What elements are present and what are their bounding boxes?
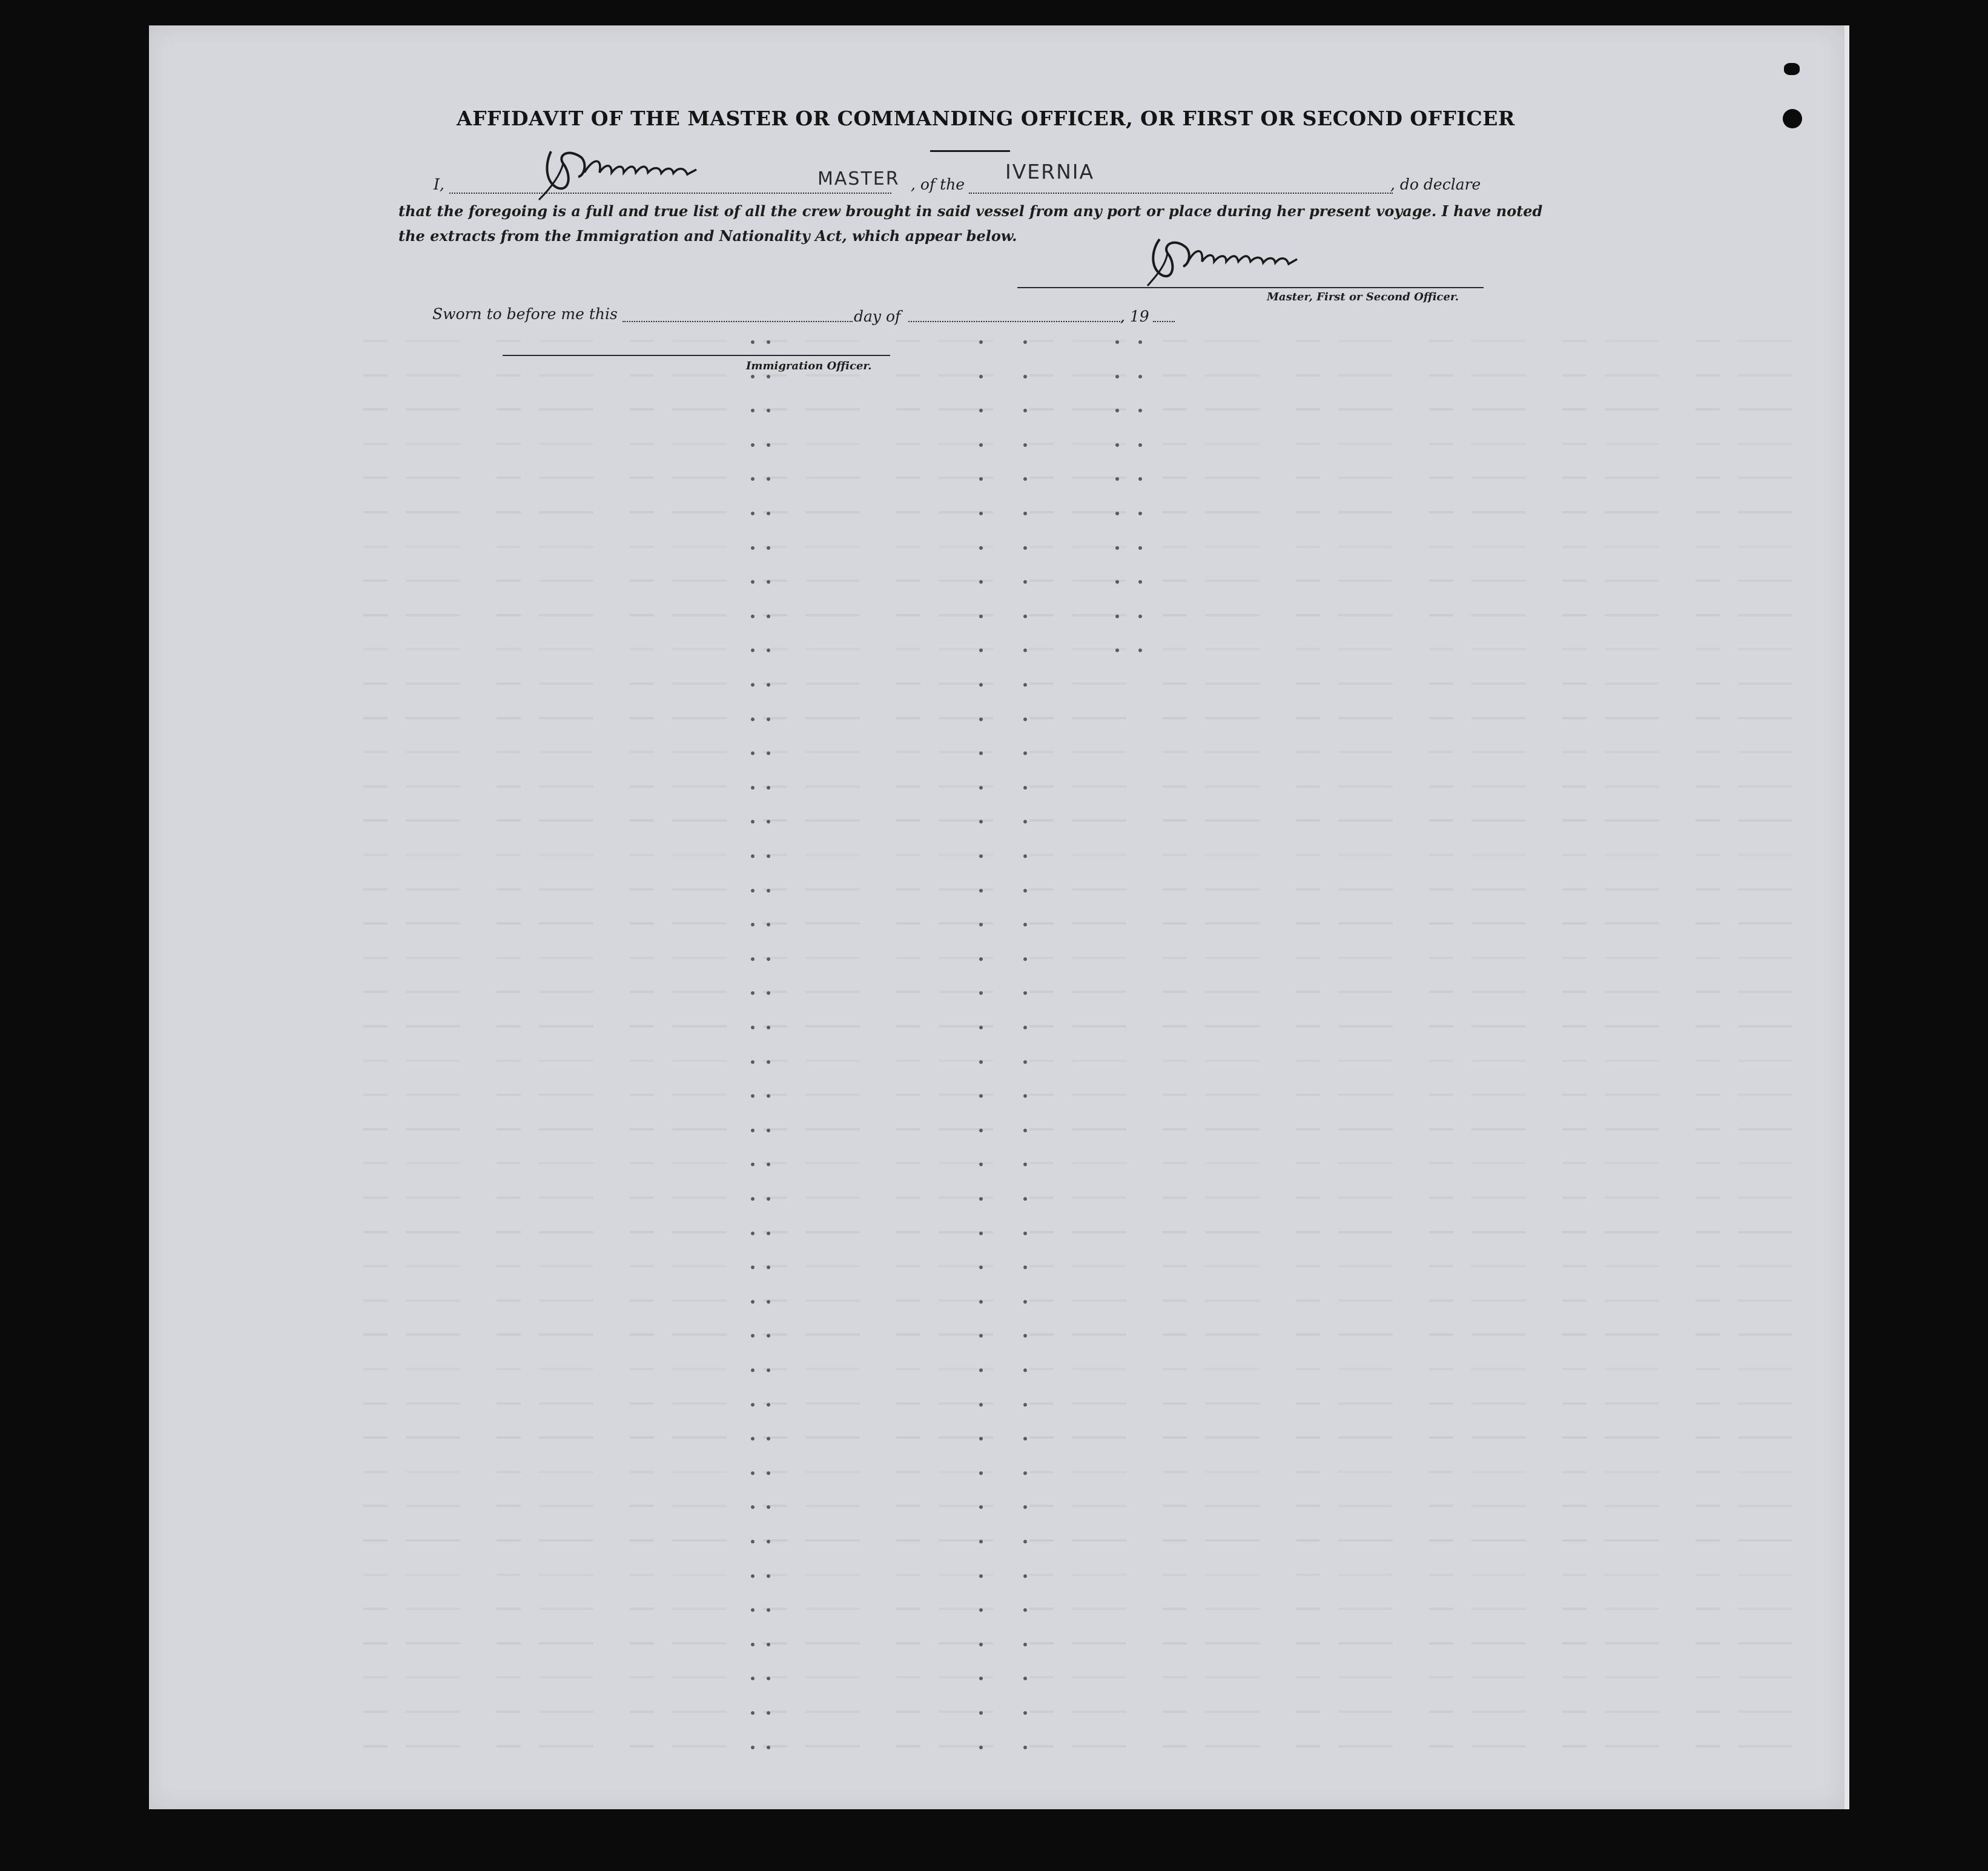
bleed-row — [363, 744, 1817, 760]
column-dot — [979, 683, 983, 687]
column-dot — [979, 1711, 983, 1715]
column-dot — [1023, 1060, 1027, 1064]
column-dot — [751, 1746, 755, 1749]
column-dot — [979, 1197, 983, 1201]
column-dot — [751, 889, 755, 893]
column-dot — [1115, 340, 1119, 344]
column-dot — [979, 1471, 983, 1475]
bleed-row — [363, 1601, 1817, 1617]
bleed-texture — [363, 648, 1817, 650]
bleed-texture — [363, 819, 1817, 822]
bleed-row — [363, 1190, 1817, 1206]
bleed-texture — [363, 1162, 1817, 1164]
bleed-texture — [363, 1402, 1817, 1405]
column-dot — [1023, 683, 1027, 687]
column-dot — [979, 546, 983, 550]
bleed-row — [363, 1224, 1817, 1240]
column-dot — [751, 1060, 755, 1064]
bleed-texture — [363, 579, 1817, 582]
bleed-texture — [363, 682, 1817, 685]
of-the-text: , of the — [911, 176, 965, 193]
column-dot — [1023, 1026, 1027, 1029]
bleed-texture — [363, 1505, 1817, 1507]
bleed-row — [363, 1635, 1817, 1651]
affidavit-line2: that the foregoing is a full and true list of all the crew brought in said vessel from any port or place during her present voyage. I have noted — [398, 202, 1543, 220]
column-dot — [979, 1540, 983, 1543]
column-dot — [767, 1471, 770, 1475]
bleed-texture — [363, 477, 1817, 479]
bleed-texture — [363, 957, 1817, 959]
day-of-text: day of — [854, 308, 901, 325]
column-dot — [979, 1300, 983, 1304]
column-dot — [767, 786, 770, 790]
column-dot — [767, 1540, 770, 1543]
column-dot — [767, 375, 770, 378]
column-dot — [1023, 1643, 1027, 1646]
bleed-texture — [363, 1471, 1817, 1473]
column-dot — [751, 854, 755, 858]
bleed-texture — [363, 1265, 1817, 1267]
column-dot — [1023, 889, 1027, 893]
column-dot — [1115, 512, 1119, 515]
column-dot — [1138, 512, 1142, 515]
bleed-texture — [363, 340, 1817, 342]
column-dot — [767, 1574, 770, 1578]
column-dot — [1023, 546, 1027, 550]
column-dot — [1138, 615, 1142, 618]
signature-caption: Master, First or Second Officer. — [1267, 291, 1459, 303]
column-dot — [751, 1197, 755, 1201]
column-dot — [751, 1540, 755, 1543]
column-dot — [751, 1129, 755, 1132]
column-dot — [751, 1471, 755, 1475]
bleed-texture — [363, 1368, 1817, 1370]
bleed-row — [363, 1018, 1817, 1034]
vessel-stamp: IVERNIA — [1005, 160, 1095, 183]
column-dot — [767, 1403, 770, 1407]
column-dot — [767, 1368, 770, 1372]
column-dot — [979, 443, 983, 447]
column-dot — [767, 957, 770, 961]
bleed-row — [363, 607, 1817, 623]
column-dot — [751, 718, 755, 721]
bleed-row — [363, 1155, 1817, 1171]
column-dot — [979, 340, 983, 344]
bleed-row — [363, 1327, 1817, 1342]
column-dot — [979, 1129, 983, 1132]
bleed-texture — [363, 1299, 1817, 1302]
bleed-row — [363, 470, 1817, 486]
corner-clip-mark — [1784, 63, 1800, 75]
column-dot — [751, 443, 755, 447]
bleed-row — [363, 1053, 1817, 1069]
bleed-row — [363, 539, 1817, 555]
column-dot — [751, 1711, 755, 1715]
column-dot — [767, 854, 770, 858]
bleed-row — [363, 950, 1817, 966]
bleed-texture — [363, 1196, 1817, 1199]
column-dot — [1023, 1300, 1027, 1304]
column-dot — [751, 375, 755, 378]
column-dot — [1138, 546, 1142, 550]
officer-line — [503, 355, 890, 356]
column-dot — [751, 1403, 755, 1407]
column-dot — [1138, 340, 1142, 344]
bleed-row — [363, 436, 1817, 452]
column-dot — [979, 1643, 983, 1646]
bleed-row — [363, 1361, 1817, 1377]
column-dot — [767, 1643, 770, 1646]
column-dot — [767, 1232, 770, 1235]
column-dot — [1023, 1403, 1027, 1407]
officer-caption: Immigration Officer. — [746, 360, 872, 372]
column-dot — [751, 615, 755, 618]
bleed-row — [363, 573, 1817, 589]
column-dot — [1023, 615, 1027, 618]
bleed-texture — [363, 1711, 1817, 1713]
affidavit-line3: the extracts from the Immigration and Nationality Act, which appear below. — [398, 227, 1017, 245]
corner-hole-mark — [1783, 109, 1802, 128]
column-dot — [1023, 1368, 1027, 1372]
column-dot — [767, 512, 770, 515]
bleed-texture — [363, 1574, 1817, 1576]
bleed-texture — [363, 991, 1817, 993]
column-dot — [979, 957, 983, 961]
sworn-prefix: Sworn to before me this — [432, 305, 618, 323]
column-dot — [979, 1746, 983, 1749]
column-dot — [767, 1300, 770, 1304]
column-dot — [751, 1368, 755, 1372]
bleed-texture — [363, 1333, 1817, 1336]
sworn-day-line — [622, 321, 853, 322]
column-dot — [979, 1403, 983, 1407]
column-dot — [1023, 512, 1027, 515]
column-dot — [767, 1129, 770, 1132]
column-dot — [979, 854, 983, 858]
column-dot — [1023, 1746, 1027, 1749]
bleed-row — [363, 813, 1817, 828]
column-dot — [751, 1300, 755, 1304]
column-dot — [1023, 340, 1027, 344]
bleed-row — [363, 676, 1817, 691]
column-dot — [751, 786, 755, 790]
bleed-texture — [363, 1128, 1817, 1130]
bleed-row — [363, 1533, 1817, 1548]
bleed-row — [363, 1669, 1817, 1685]
column-dot — [751, 340, 755, 344]
bleed-texture — [363, 1060, 1817, 1062]
column-dot — [767, 615, 770, 618]
year-prefix: , 19 — [1120, 308, 1149, 325]
column-dot — [979, 1060, 983, 1064]
column-dot — [1023, 854, 1027, 858]
bleed-row — [363, 984, 1817, 1000]
column-dot — [767, 889, 770, 893]
bleed-texture — [363, 1025, 1817, 1028]
bleed-texture — [363, 1436, 1817, 1439]
column-dot — [767, 443, 770, 447]
bleed-texture — [363, 1094, 1817, 1096]
column-dot — [979, 512, 983, 515]
column-dot — [751, 512, 755, 515]
bleed-row — [363, 1464, 1817, 1480]
bleed-texture — [363, 1745, 1817, 1747]
bleed-texture — [363, 1676, 1817, 1678]
bleed-row — [363, 368, 1817, 383]
column-dot — [767, 1711, 770, 1715]
bleed-row — [363, 1430, 1817, 1445]
sworn-year-line — [1153, 321, 1175, 322]
column-dot — [1023, 443, 1027, 447]
column-dot — [1023, 1574, 1027, 1578]
bleed-row — [363, 710, 1817, 726]
column-dot — [1023, 1711, 1027, 1715]
column-dot — [767, 340, 770, 344]
column-dot — [1115, 375, 1119, 378]
column-dot — [1023, 375, 1027, 378]
bleed-texture — [363, 408, 1817, 411]
bleed-texture — [363, 922, 1817, 925]
bleed-row — [363, 882, 1817, 897]
bleed-row — [363, 1738, 1817, 1754]
column-dot — [1023, 1232, 1027, 1235]
vessel-blank-line — [969, 193, 1393, 194]
sworn-month-line — [908, 321, 1123, 322]
bleed-texture — [363, 1608, 1817, 1610]
bleed-texture — [363, 888, 1817, 891]
column-dot — [1023, 1197, 1027, 1201]
column-dot — [751, 957, 755, 961]
officer-signature — [1132, 230, 1314, 291]
bleed-texture — [363, 1231, 1817, 1233]
column-dot — [1023, 1471, 1027, 1475]
bleed-texture — [363, 717, 1817, 719]
column-dot — [751, 1643, 755, 1646]
column-dot — [1023, 718, 1027, 721]
column-dot — [979, 1368, 983, 1372]
column-dot — [979, 889, 983, 893]
master-stamp: MASTER — [817, 168, 900, 190]
bleed-row — [363, 779, 1817, 794]
bleed-row — [363, 333, 1817, 349]
bleed-row — [363, 1293, 1817, 1308]
column-dot — [979, 375, 983, 378]
bleed-row — [363, 1258, 1817, 1274]
column-dot — [751, 683, 755, 687]
bleed-row — [363, 401, 1817, 417]
column-dot — [751, 1574, 755, 1578]
column-dot — [767, 1060, 770, 1064]
bleed-row — [363, 1121, 1817, 1137]
bleed-texture — [363, 751, 1817, 753]
title-rule — [930, 150, 1010, 152]
column-dot — [979, 786, 983, 790]
bleed-row — [363, 1704, 1817, 1720]
column-dot — [767, 718, 770, 721]
bleed-row — [363, 847, 1817, 863]
affidavit-title: AFFIDAVIT OF THE MASTER OR COMMANDING OFFICER, OR FIRST OR SECOND OFFICER — [457, 107, 1515, 130]
column-dot — [767, 1026, 770, 1029]
column-dot — [1023, 786, 1027, 790]
bleed-texture — [363, 546, 1817, 548]
bleed-texture — [363, 1642, 1817, 1645]
bleed-texture — [363, 511, 1817, 513]
page-edge — [1844, 25, 1849, 1809]
column-dot — [1115, 443, 1119, 447]
bleed-texture — [363, 1539, 1817, 1542]
column-dot — [979, 718, 983, 721]
master-signature — [527, 139, 721, 206]
column-dot — [767, 683, 770, 687]
column-dot — [979, 1026, 983, 1029]
do-declare-text: , do declare — [1390, 176, 1481, 193]
bleed-row — [363, 641, 1817, 657]
column-dot — [767, 1746, 770, 1749]
column-dot — [1138, 375, 1142, 378]
column-dot — [1023, 957, 1027, 961]
column-dot — [767, 546, 770, 550]
bleed-row — [363, 1567, 1817, 1583]
column-dot — [1023, 1129, 1027, 1132]
column-dot — [979, 1232, 983, 1235]
column-dot — [979, 615, 983, 618]
bleed-texture — [363, 443, 1817, 445]
bleed-row — [363, 504, 1817, 520]
column-dot — [751, 546, 755, 550]
bleed-texture — [363, 785, 1817, 788]
bleed-texture — [363, 854, 1817, 856]
column-dot — [767, 1197, 770, 1201]
column-dot — [1115, 546, 1119, 550]
signature-line — [1017, 287, 1484, 288]
column-dot — [1115, 615, 1119, 618]
column-dot — [751, 1026, 755, 1029]
bleed-row — [363, 916, 1817, 931]
column-dot — [751, 1232, 755, 1235]
column-dot — [1138, 443, 1142, 447]
bleed-row — [363, 1498, 1817, 1514]
column-dot — [979, 1574, 983, 1578]
column-dot — [1023, 1540, 1027, 1543]
bleed-row — [363, 1396, 1817, 1411]
affidavit-line1-prefix: I, — [434, 176, 444, 193]
bleed-row — [363, 1087, 1817, 1103]
bleed-texture — [363, 614, 1817, 616]
bleed-texture — [363, 374, 1817, 377]
